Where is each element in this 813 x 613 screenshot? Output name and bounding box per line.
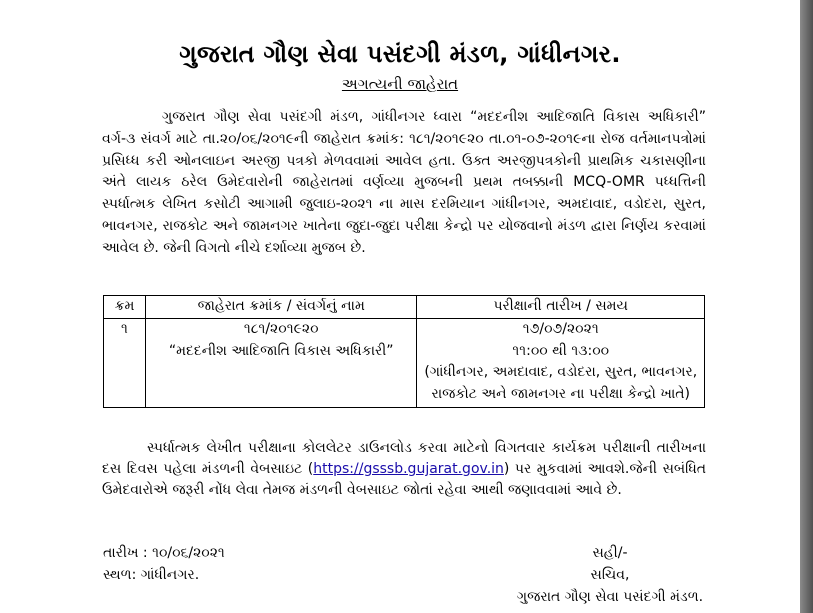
advertisement-number: ૧૮૧/૨૦૧૯૨૦: [243, 321, 319, 337]
organization: ગુજરાત ગૌણ સેવા પસંદગી મંડળ.: [516, 589, 704, 605]
exam-date: ૧૭/૦૭/૨૦૨૧: [522, 321, 599, 337]
place-line: સ્થળ: ગાંધીનગર.: [103, 567, 200, 583]
cell-advertisement: [145, 319, 417, 408]
viewer-background: [800, 0, 813, 613]
exam-time: ૧૧:૦૦ થી ૧૩:૦૦: [512, 342, 610, 359]
signature-block: [480, 542, 740, 608]
cell-sr: ૧: [104, 319, 146, 408]
exam-schedule-table: [103, 295, 705, 408]
header-advertisement: જાહેરાત ક્રમાંક / સંવર્ગનું નામ: [145, 296, 417, 319]
header-sr: ક્રમ: [104, 296, 146, 319]
designation: સચિવ,: [590, 567, 630, 583]
table-row: [104, 319, 705, 408]
callletter-paragraph: [102, 438, 706, 501]
document-title: ગુજરાત ગૌણ સેવા પસંદગી મંડળ, ગાંધીનગર.: [179, 40, 621, 68]
post-name: “મદદનીશ આદિજાતિ વિકાસ અધિકારી”: [168, 342, 394, 359]
document-subtitle: [0, 75, 800, 93]
date-line: તારીખ : ૧૦/૦૬/૨૦૨૧: [103, 545, 225, 561]
exam-centres: (ગાંધીનગર, અમદાવાદ, વડોદરા, સુરત, ભાવનગર, રાજકોટ અને જામનગર ના પરીક્ષા કેન્દ્રો ખાતે): [424, 364, 698, 402]
website-link[interactable]: https://gsssb.gujarat.gov.in: [313, 461, 504, 477]
subtitle-text: અગત્યની જાહેરાત: [341, 75, 459, 93]
table-header-row: [104, 296, 705, 319]
header-exam-date: પરીક્ષાની તારીખ / સમય: [417, 296, 705, 319]
cell-exam-date: [417, 319, 705, 408]
footer-left: [103, 542, 225, 586]
signature: સહી/-: [592, 545, 628, 561]
callletter-text-start: સ્પર્ધાત્મક લેખીત પરીક્ષાના કોલલેટર ડાઉનલોડ કરવા માટેનો વિગતવાર કાર્યક્રમ પરીક્ષાની તારીખના દસ દિવસ પહેલા મંડળની વેબસાઇટ (: [102, 440, 706, 477]
intro-paragraph: ગુજરાત ગૌણ સેવા પસંદગી મંડળ, ગાંધીનગર ધ્વારા “મદદનીશ આદિજાતિ વિકાસ અધિકારી” વર્ગ-૩ સંવર્ગ માટે તા.૨૦/૦૬/૨૦૧૯ની જાહેરાત ક્રમાંક: ૧૮૧/૨૦૧૯૨૦ તા.૦૧-૦૭-૨૦૧૯ના રોજ વર્તમાનપત્રોમાં પ્રસિધ્ધ કરી ઓનલાઇન અરજી પત્રકો મેળવવામાં આવેલ હતા. ઉક્ત અરજીપત્રકોની પ્રાથમિક ચકાસણીના અંતે લાયક ઠરેલ ઉમેદવારોની જાહેરાતમાં વર્ણવ્યા મુજબની પ્રથમ તબક્કાની MCQ-OMR પધ્ધત્તિની સ્પર્ધાત્મક લેખિત કસોટી આગામી જુલાઇ-૨૦૨૧ ના માસ દરમિયાન ગાંધીનગર, અમદાવાદ, વડોદરા, સુરત, ભાવનગર, રાજકોટ અને જામનગર ખાતેના જુદા-જુદા પરીક્ષા કેન્દ્રો પર યોજવાનો મંડળ દ્વારા નિર્ણય કરવામાં આવેલ છે. જેની વિગતો નીચે દર્શાવ્યા મુજબ છે.: [102, 109, 706, 256]
callletter-text-end: ) પર મુકવામાં આવશે.જેની સબંધિત ઉમેદવારોએ જરૂરી નોંધ લેવા તેમજ મંડળની વેબસાઇટ જોતાં રહેવા આથી જણાવવામાં આવે છે.: [102, 461, 706, 498]
